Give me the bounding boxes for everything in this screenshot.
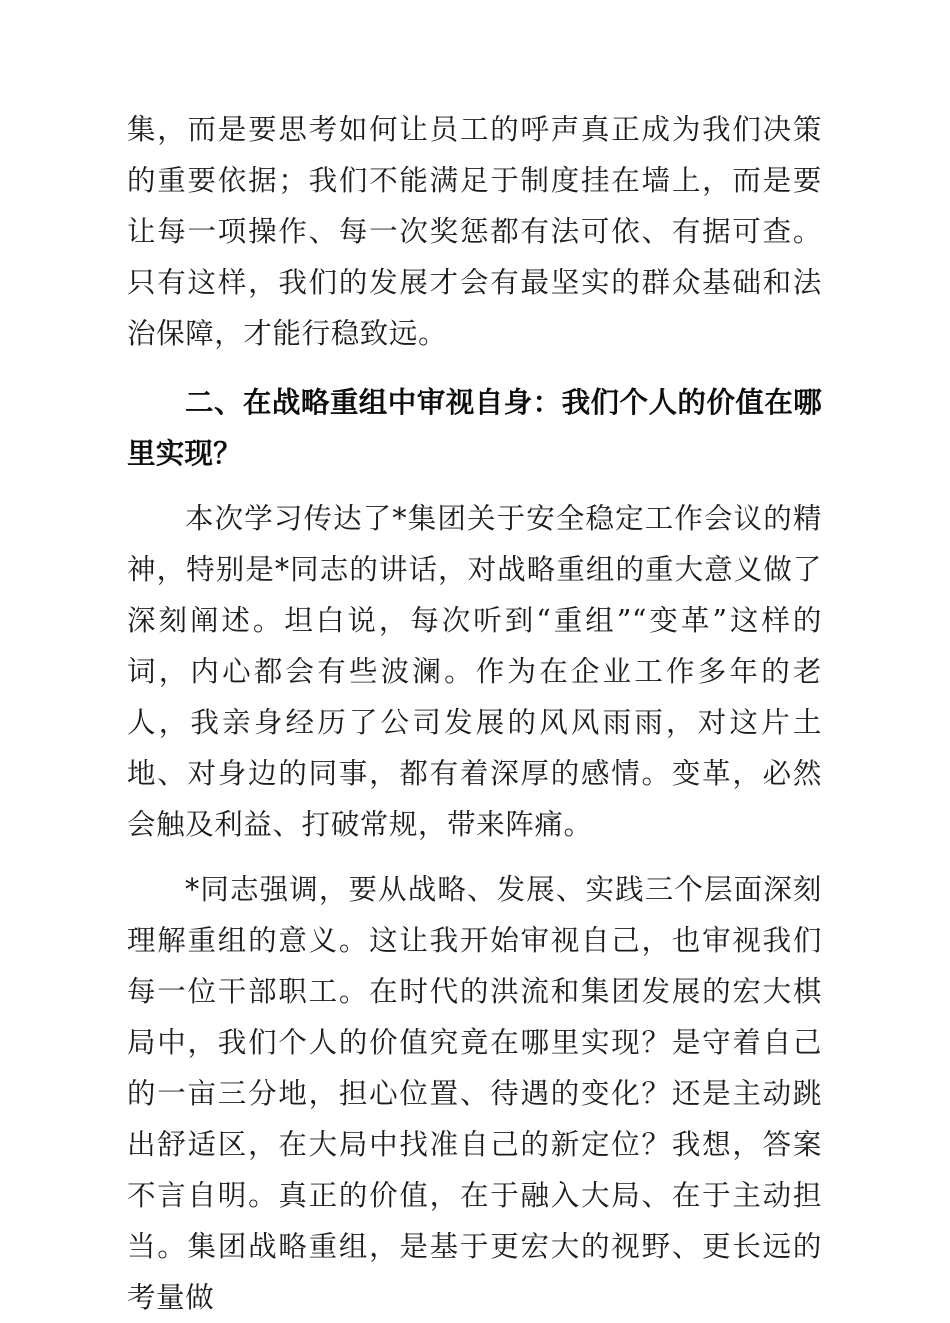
paragraph-continued-top: 集，而是要思考如何让员工的呼声真正成为我们决策的重要依据；我们不能满足于制度挂在墙上，而是要让每一项操作、每一次奖惩都有法可依、有据可查。只有这样，我们的发展才会有最坚实的群众基础和法治保障，才能行稳致远。: [127, 113, 822, 350]
section-heading-two: 二、在战略重组中审视自身：我们个人的价值在哪里实现？: [127, 386, 822, 470]
spacer-after-heading: [127, 479, 822, 493]
paragraph-three-levels: *同志强调，要从战略、发展、实践三个层面深刻理解重组的意义。这让我开始审视自己，也审视我们每一位干部职工。在时代的洪流和集团发展的宏大棋局中，我们个人的价值究竟在哪里实现？是守着自己的一亩三分地，担心位置、待遇的变化？还是主动跳出舒适区，在大局中找准自己的新定位？我想，答案不言自明。真正的价值，在于融入大局、在于主动担当。集团战略重组，是基于更宏大的视野、更长远的考量做: [127, 873, 822, 1314]
document-text-body: [127, 104, 822, 1323]
spacer-before-heading: [127, 359, 822, 377]
spacer-between-paragraphs: [127, 850, 822, 864]
paragraph-study-conveyed: 本次学习传达了*集团关于安全稳定工作会议的精神，特别是*同志的讲话，对战略重组的重大意义做了深刻阐述。坦白说，每次听到“重组”“变革”这样的词，内心都会有些波澜。作为在企业工作多年的老人，我亲身经历了公司发展的风风雨雨，对这片土地、对身边的同事，都有着深厚的感情。变革，必然会触及利益、打破常规，带来阵痛。: [127, 502, 822, 841]
